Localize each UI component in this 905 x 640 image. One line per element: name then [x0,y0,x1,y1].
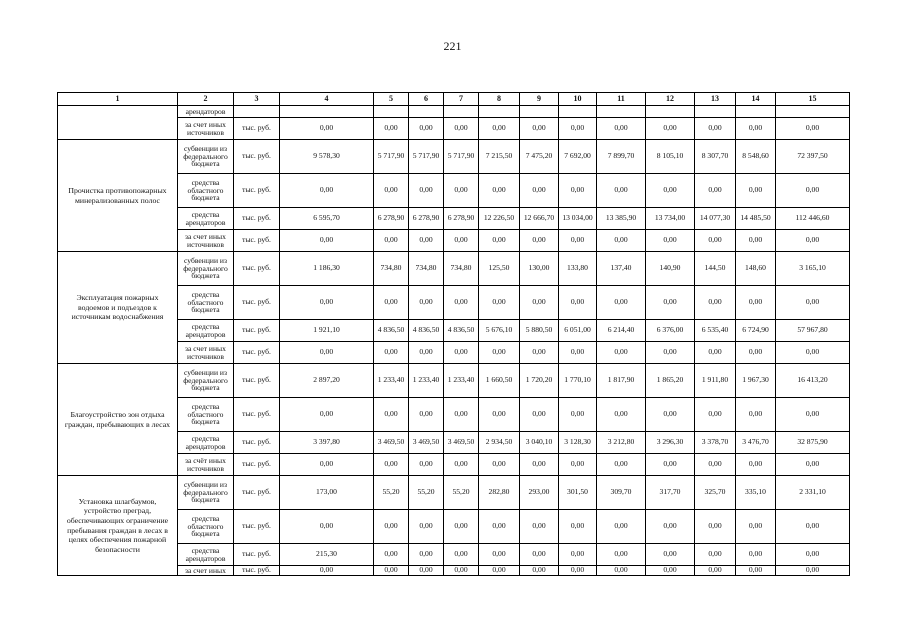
value-cell: 0,00 [409,286,444,320]
value-cell: 0,00 [520,454,559,476]
value-cell: 0,00 [776,454,850,476]
value-cell: 0,00 [520,230,559,252]
value-cell: 12 226,50 [479,208,520,230]
value-cell: 5 717,90 [409,140,444,174]
unit-cell: тыс. руб. [234,320,280,342]
header-cell: 5 [374,93,409,106]
unit-cell: тыс. руб. [234,286,280,320]
value-cell: 14 077,30 [695,208,736,230]
value-cell: 0,00 [409,454,444,476]
value-cell: 0,00 [409,566,444,576]
value-cell: 0,00 [280,454,374,476]
value-cell: 0,00 [646,118,695,140]
header-cell: 2 [178,93,234,106]
value-cell: 0,00 [597,566,646,576]
value-cell: 0,00 [409,174,444,208]
value-cell: 0,00 [646,544,695,566]
value-cell: 0,00 [776,230,850,252]
table-row [58,476,850,510]
value-cell: 0,00 [520,566,559,576]
value-cell: 0,00 [736,286,776,320]
value-cell: 0,00 [280,286,374,320]
value-cell: 5 880,50 [520,320,559,342]
funding-source-cell: средства областного бюджета [178,174,234,208]
value-cell: 6 535,40 [695,320,736,342]
unit-cell: тыс. руб. [234,566,280,576]
header-cell: 1 [58,93,178,106]
funding-source-cell: субвенции из федерального бюджета [178,252,234,286]
value-cell: 0,00 [374,230,409,252]
value-cell: 0,00 [409,544,444,566]
value-cell: 0,00 [559,454,597,476]
unit-cell: тыс. руб. [234,398,280,432]
value-cell: 0,00 [736,510,776,544]
value-cell: 6 278,90 [444,208,479,230]
unit-cell: тыс. руб. [234,208,280,230]
value-cell: 0,00 [479,566,520,576]
value-cell: 0,00 [597,174,646,208]
value-cell: 0,00 [695,286,736,320]
value-cell: 13 034,00 [559,208,597,230]
funding-source-cell: за счет иных источников [178,118,234,140]
value-cell: 9 578,30 [280,140,374,174]
value-cell: 0,00 [776,544,850,566]
value-cell: 0,00 [646,174,695,208]
value-cell: 0,00 [736,342,776,364]
value-cell: 0,00 [736,230,776,252]
value-cell: 140,90 [646,252,695,286]
value-cell: 0,00 [559,510,597,544]
value-cell: 0,00 [479,286,520,320]
activity-name-cell: Эксплуатация пожарных водоемов и подъездов к источникам водоснабжения [58,252,178,364]
value-cell: 0,00 [597,510,646,544]
value-cell: 0,00 [280,398,374,432]
value-cell: 0,00 [646,286,695,320]
value-cell: 0,00 [479,118,520,140]
value-cell: 1 911,80 [695,364,736,398]
value-cell: 1 770,10 [559,364,597,398]
unit-cell: тыс. руб. [234,118,280,140]
table-row [58,106,850,118]
value-cell: 0,00 [479,510,520,544]
value-cell: 0,00 [444,342,479,364]
value-cell: 0,00 [520,544,559,566]
value-cell: 57 967,80 [776,320,850,342]
value-cell: 301,50 [559,476,597,510]
value-cell: 1 720,20 [520,364,559,398]
value-cell: 1 817,90 [597,364,646,398]
unit-cell: тыс. руб. [234,510,280,544]
value-cell: 0,00 [597,398,646,432]
value-cell: 0,00 [695,398,736,432]
value-cell: 0,00 [597,286,646,320]
value-cell: 16 413,20 [776,364,850,398]
value-cell: 3 040,10 [520,432,559,454]
value-cell: 335,10 [736,476,776,510]
value-cell: 8 105,10 [646,140,695,174]
value-cell: 0,00 [409,230,444,252]
unit-cell: тыс. руб. [234,454,280,476]
value-cell: 6 214,40 [597,320,646,342]
value-cell: 55,20 [444,476,479,510]
value-cell: 0,00 [559,118,597,140]
value-cell: 12 666,70 [520,208,559,230]
value-cell: 137,40 [597,252,646,286]
value-cell: 0,00 [559,398,597,432]
funding-source-cell: средства арендаторов [178,432,234,454]
value-cell: 0,00 [736,544,776,566]
value-cell: 0,00 [776,174,850,208]
value-cell: 0,00 [597,454,646,476]
value-cell: 0,00 [374,510,409,544]
value-cell: 3 469,50 [444,432,479,454]
value-cell: 0,00 [409,510,444,544]
value-cell: 0,00 [280,510,374,544]
value-cell: 4 836,50 [409,320,444,342]
value-cell: 0,00 [559,544,597,566]
value-cell: 130,00 [520,252,559,286]
value-cell: 7 692,00 [559,140,597,174]
funding-source-cell: средства областного бюджета [178,510,234,544]
header-cell: 6 [409,93,444,106]
value-cell: 0,00 [409,398,444,432]
value-cell: 309,70 [597,476,646,510]
value-cell: 1 233,40 [409,364,444,398]
value-cell: 0,00 [776,118,850,140]
value-cell: 7 899,70 [597,140,646,174]
value-cell: 3 212,80 [597,432,646,454]
value-cell: 0,00 [444,398,479,432]
value-cell: 3 165,10 [776,252,850,286]
value-cell [374,106,409,118]
header-row [58,93,850,106]
value-cell: 0,00 [646,454,695,476]
value-cell: 0,00 [479,230,520,252]
value-cell: 2 897,20 [280,364,374,398]
value-cell: 173,00 [280,476,374,510]
value-cell: 6 376,00 [646,320,695,342]
funding-source-cell: средства областного бюджета [178,398,234,432]
value-cell [646,106,695,118]
header-cell: 11 [597,93,646,106]
unit-cell: тыс. руб. [234,544,280,566]
value-cell: 317,70 [646,476,695,510]
value-cell: 0,00 [374,566,409,576]
value-cell: 0,00 [479,342,520,364]
page-number: 221 [443,39,462,53]
value-cell: 0,00 [736,454,776,476]
value-cell: 0,00 [559,566,597,576]
value-cell: 734,80 [374,252,409,286]
value-cell [695,106,736,118]
funding-source-cell: за счет иных [178,566,234,576]
value-cell: 0,00 [520,174,559,208]
value-cell: 0,00 [695,510,736,544]
funding-source-cell: субвенции из федерального бюджета [178,140,234,174]
value-cell: 0,00 [374,342,409,364]
value-cell: 0,00 [444,454,479,476]
value-cell: 0,00 [597,342,646,364]
value-cell: 0,00 [409,118,444,140]
funding-source-cell: за счёт иных источников [178,454,234,476]
funding-source-cell: за счет иных источников [178,230,234,252]
value-cell: 3 469,50 [374,432,409,454]
value-cell: 1 186,30 [280,252,374,286]
header-cell: 12 [646,93,695,106]
value-cell: 734,80 [444,252,479,286]
value-cell: 0,00 [559,342,597,364]
value-cell: 0,00 [695,230,736,252]
value-cell: 0,00 [597,230,646,252]
funding-source-cell: субвенции из федерального бюджета [178,364,234,398]
value-cell: 1 660,50 [479,364,520,398]
value-cell: 0,00 [597,544,646,566]
activity-name-cell: Благоустройство зон отдыха граждан, пребывающих в лесах [58,364,178,476]
funding-source-cell: средства арендаторов [178,544,234,566]
value-cell: 0,00 [646,510,695,544]
value-cell: 3 128,30 [559,432,597,454]
value-cell: 13 385,90 [597,208,646,230]
value-cell: 133,80 [559,252,597,286]
funding-source-cell: средства арендаторов [178,320,234,342]
value-cell: 0,00 [646,342,695,364]
value-cell: 2 331,10 [776,476,850,510]
value-cell: 0,00 [280,230,374,252]
value-cell: 0,00 [374,544,409,566]
value-cell: 282,80 [479,476,520,510]
value-cell [559,106,597,118]
unit-cell: тыс. руб. [234,342,280,364]
value-cell: 4 836,50 [374,320,409,342]
value-cell: 0,00 [695,566,736,576]
value-cell [479,106,520,118]
table-row [58,364,850,398]
budget-table [57,92,850,576]
value-cell: 0,00 [374,118,409,140]
header-cell: 9 [520,93,559,106]
value-cell: 125,50 [479,252,520,286]
unit-cell: тыс. руб. [234,252,280,286]
value-cell: 0,00 [646,398,695,432]
value-cell: 6 595,70 [280,208,374,230]
value-cell: 0,00 [736,174,776,208]
value-cell: 0,00 [479,454,520,476]
value-cell: 1 233,40 [374,364,409,398]
value-cell: 6 724,90 [736,320,776,342]
value-cell: 14 485,50 [736,208,776,230]
value-cell: 3 296,30 [646,432,695,454]
activity-name-cell: Установка шлагбаумов, устройство преград, обеспечивающих ограничение пребывания граждан в лесах в целях обеспечения пожарной безопасности [58,476,178,576]
unit-cell: тыс. руб. [234,432,280,454]
value-cell: 0,00 [776,566,850,576]
value-cell: 1 865,20 [646,364,695,398]
value-cell: 734,80 [409,252,444,286]
value-cell: 3 397,80 [280,432,374,454]
value-cell: 1 967,30 [736,364,776,398]
value-cell: 8 307,70 [695,140,736,174]
value-cell: 6 051,00 [559,320,597,342]
value-cell: 0,00 [444,286,479,320]
value-cell: 5 717,90 [444,140,479,174]
header-cell: 14 [736,93,776,106]
value-cell: 0,00 [479,174,520,208]
value-cell: 0,00 [479,398,520,432]
value-cell: 7 215,50 [479,140,520,174]
unit-cell: тыс. руб. [234,364,280,398]
header-cell: 10 [559,93,597,106]
funding-source-cell: средства областного бюджета [178,286,234,320]
value-cell: 0,00 [776,510,850,544]
value-cell: 0,00 [736,566,776,576]
value-cell: 55,20 [374,476,409,510]
value-cell: 0,00 [520,286,559,320]
value-cell: 5 717,90 [374,140,409,174]
funding-source-cell: арендаторов [178,106,234,118]
value-cell: 7 475,20 [520,140,559,174]
value-cell: 55,20 [409,476,444,510]
table-row [58,252,850,286]
header-cell: 4 [280,93,374,106]
value-cell: 4 836,50 [444,320,479,342]
unit-cell [234,106,280,118]
value-cell: 325,70 [695,476,736,510]
value-cell: 0,00 [479,544,520,566]
value-cell: 148,60 [736,252,776,286]
value-cell: 0,00 [374,398,409,432]
value-cell: 0,00 [695,174,736,208]
value-cell: 1 921,10 [280,320,374,342]
unit-cell: тыс. руб. [234,476,280,510]
value-cell: 144,50 [695,252,736,286]
value-cell [736,106,776,118]
value-cell: 0,00 [374,454,409,476]
value-cell: 6 278,90 [409,208,444,230]
value-cell: 0,00 [695,342,736,364]
value-cell: 0,00 [736,118,776,140]
value-cell: 0,00 [280,342,374,364]
value-cell: 0,00 [280,118,374,140]
value-cell: 0,00 [444,118,479,140]
value-cell [444,106,479,118]
value-cell [520,106,559,118]
value-cell: 0,00 [520,118,559,140]
value-cell: 3 378,70 [695,432,736,454]
value-cell: 0,00 [776,398,850,432]
value-cell: 3 476,70 [736,432,776,454]
value-cell: 0,00 [695,118,736,140]
value-cell: 0,00 [280,566,374,576]
unit-cell: тыс. руб. [234,230,280,252]
value-cell: 0,00 [695,454,736,476]
value-cell: 2 934,50 [479,432,520,454]
value-cell: 0,00 [597,118,646,140]
value-cell: 3 469,50 [409,432,444,454]
value-cell: 0,00 [776,342,850,364]
value-cell: 0,00 [776,286,850,320]
value-cell: 0,00 [409,342,444,364]
value-cell: 0,00 [444,510,479,544]
value-cell: 0,00 [374,286,409,320]
table-row [58,140,850,174]
value-cell: 0,00 [646,230,695,252]
value-cell: 0,00 [520,510,559,544]
value-cell: 0,00 [736,398,776,432]
value-cell: 0,00 [444,230,479,252]
value-cell: 0,00 [444,174,479,208]
unit-cell: тыс. руб. [234,174,280,208]
value-cell: 112 446,60 [776,208,850,230]
value-cell: 0,00 [280,174,374,208]
value-cell: 5 676,10 [479,320,520,342]
value-cell: 0,00 [520,398,559,432]
value-cell: 0,00 [559,174,597,208]
value-cell [280,106,374,118]
value-cell: 215,30 [280,544,374,566]
value-cell: 0,00 [695,544,736,566]
value-cell: 13 734,00 [646,208,695,230]
value-cell [776,106,850,118]
header-cell: 8 [479,93,520,106]
value-cell: 72 397,50 [776,140,850,174]
value-cell: 0,00 [444,566,479,576]
value-cell: 0,00 [444,544,479,566]
header-cell: 3 [234,93,280,106]
value-cell [409,106,444,118]
activity-name-cell: Прочистка противопожарных минерализованных полос [58,140,178,252]
value-cell: 0,00 [374,174,409,208]
unit-cell: тыс. руб. [234,140,280,174]
header-cell: 7 [444,93,479,106]
value-cell [597,106,646,118]
value-cell: 32 875,90 [776,432,850,454]
value-cell: 0,00 [520,342,559,364]
funding-source-cell: средства арендаторов [178,208,234,230]
header-cell: 15 [776,93,850,106]
value-cell: 1 233,40 [444,364,479,398]
value-cell: 6 278,90 [374,208,409,230]
value-cell: 0,00 [646,566,695,576]
funding-source-cell: за счет иных источников [178,342,234,364]
value-cell: 8 548,60 [736,140,776,174]
value-cell: 0,00 [559,286,597,320]
value-cell: 293,00 [520,476,559,510]
activity-name-cell [58,106,178,140]
header-cell: 13 [695,93,736,106]
funding-source-cell: субвенции из федерального бюджета [178,476,234,510]
value-cell: 0,00 [559,230,597,252]
